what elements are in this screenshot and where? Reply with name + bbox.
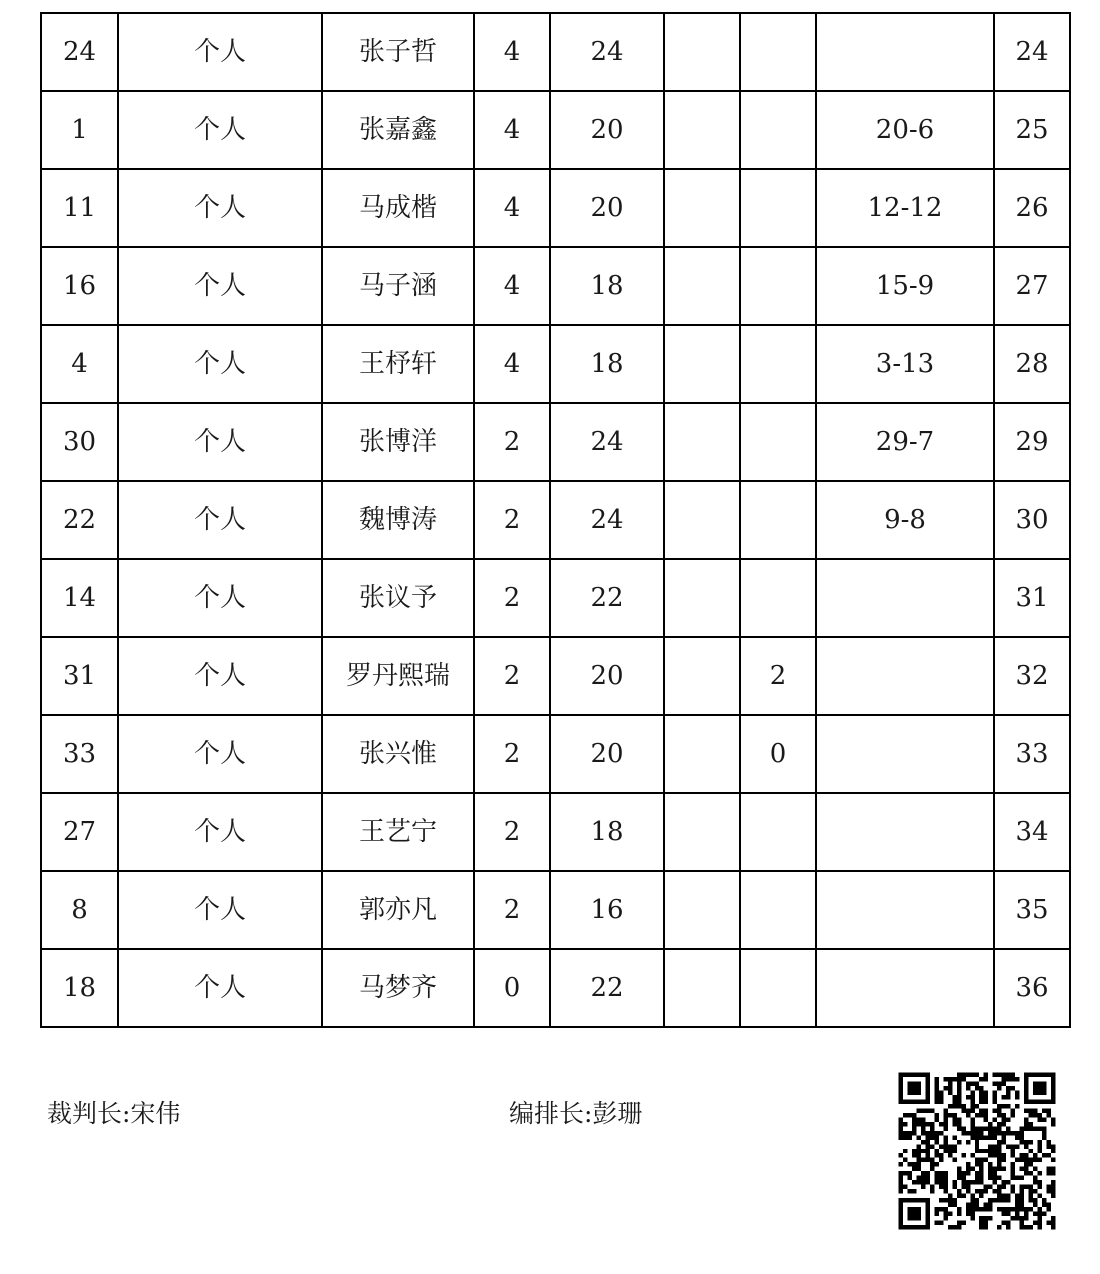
player-no-cell: 11 xyxy=(41,169,118,247)
score-cell: 4 xyxy=(474,169,550,247)
tiebreak-cell: 15-9 xyxy=(816,247,994,325)
tiebreak-cell xyxy=(816,559,994,637)
name-cell: 马梦齐 xyxy=(322,949,474,1027)
extra-b-cell xyxy=(740,169,816,247)
extra-b-cell xyxy=(740,91,816,169)
player-no-cell: 4 xyxy=(41,325,118,403)
score-cell: 4 xyxy=(474,13,550,91)
tiebreak-cell xyxy=(816,637,994,715)
name-cell: 王杼轩 xyxy=(322,325,474,403)
table-row xyxy=(41,949,1070,1027)
name-cell: 张议予 xyxy=(322,559,474,637)
score-cell: 2 xyxy=(474,715,550,793)
rank-cell: 27 xyxy=(994,247,1070,325)
opp-score-cell: 22 xyxy=(550,949,664,1027)
table-row xyxy=(41,247,1070,325)
table-row xyxy=(41,169,1070,247)
score-cell: 2 xyxy=(474,871,550,949)
opp-score-cell: 24 xyxy=(550,13,664,91)
opp-score-cell: 20 xyxy=(550,715,664,793)
opp-score-cell: 20 xyxy=(550,91,664,169)
extra-a-cell xyxy=(664,13,740,91)
opp-score-cell: 24 xyxy=(550,481,664,559)
type-cell: 个人 xyxy=(118,325,322,403)
table-body xyxy=(41,13,1070,1027)
extra-b-cell xyxy=(740,325,816,403)
player-no-cell: 8 xyxy=(41,871,118,949)
extra-a-cell xyxy=(664,715,740,793)
opp-score-cell: 18 xyxy=(550,325,664,403)
tiebreak-cell: 3-13 xyxy=(816,325,994,403)
name-cell: 魏博涛 xyxy=(322,481,474,559)
extra-a-cell xyxy=(664,637,740,715)
rank-cell: 33 xyxy=(994,715,1070,793)
opp-score-cell: 18 xyxy=(550,793,664,871)
table-row xyxy=(41,481,1070,559)
extra-a-cell xyxy=(664,325,740,403)
score-cell: 2 xyxy=(474,559,550,637)
score-cell: 4 xyxy=(474,325,550,403)
tiebreak-cell: 20-6 xyxy=(816,91,994,169)
type-cell: 个人 xyxy=(118,247,322,325)
player-no-cell: 31 xyxy=(41,637,118,715)
opp-score-cell: 24 xyxy=(550,403,664,481)
table-row xyxy=(41,403,1070,481)
type-cell: 个人 xyxy=(118,871,322,949)
score-cell: 2 xyxy=(474,481,550,559)
rank-cell: 31 xyxy=(994,559,1070,637)
tiebreak-cell xyxy=(816,793,994,871)
name-cell: 罗丹熙瑞 xyxy=(322,637,474,715)
rank-cell: 35 xyxy=(994,871,1070,949)
score-cell: 0 xyxy=(474,949,550,1027)
score-cell: 2 xyxy=(474,637,550,715)
tiebreak-cell: 9-8 xyxy=(816,481,994,559)
tiebreak-cell xyxy=(816,871,994,949)
type-cell: 个人 xyxy=(118,403,322,481)
player-no-cell: 14 xyxy=(41,559,118,637)
score-cell: 4 xyxy=(474,247,550,325)
table-row xyxy=(41,793,1070,871)
tiebreak-cell xyxy=(816,715,994,793)
extra-b-cell xyxy=(740,403,816,481)
extra-b-cell xyxy=(740,481,816,559)
name-cell: 马子涵 xyxy=(322,247,474,325)
name-cell: 张博洋 xyxy=(322,403,474,481)
tiebreak-cell xyxy=(816,13,994,91)
score-cell: 2 xyxy=(474,403,550,481)
chief-referee-label: 裁判长:宋伟 xyxy=(47,1099,181,1128)
rank-cell: 28 xyxy=(994,325,1070,403)
opp-score-cell: 18 xyxy=(550,247,664,325)
rank-cell: 36 xyxy=(994,949,1070,1027)
table-row xyxy=(41,715,1070,793)
rank-cell: 25 xyxy=(994,91,1070,169)
extra-a-cell xyxy=(664,793,740,871)
extra-b-cell xyxy=(740,793,816,871)
rank-cell: 24 xyxy=(994,13,1070,91)
extra-a-cell xyxy=(664,481,740,559)
rank-cell: 26 xyxy=(994,169,1070,247)
opp-score-cell: 20 xyxy=(550,169,664,247)
opp-score-cell: 16 xyxy=(550,871,664,949)
player-no-cell: 33 xyxy=(41,715,118,793)
type-cell: 个人 xyxy=(118,715,322,793)
type-cell: 个人 xyxy=(118,169,322,247)
extra-b-cell: 0 xyxy=(740,715,816,793)
type-cell: 个人 xyxy=(118,13,322,91)
qr-code-icon xyxy=(894,1068,1060,1234)
table-row xyxy=(41,325,1070,403)
results-table xyxy=(40,12,1071,1028)
player-no-cell: 30 xyxy=(41,403,118,481)
extra-b-cell xyxy=(740,247,816,325)
table-row xyxy=(41,637,1070,715)
type-cell: 个人 xyxy=(118,481,322,559)
rank-cell: 34 xyxy=(994,793,1070,871)
tiebreak-cell xyxy=(816,949,994,1027)
table-row xyxy=(41,13,1070,91)
name-cell: 张嘉鑫 xyxy=(322,91,474,169)
type-cell: 个人 xyxy=(118,91,322,169)
opp-score-cell: 22 xyxy=(550,559,664,637)
extra-b-cell xyxy=(740,13,816,91)
type-cell: 个人 xyxy=(118,949,322,1027)
opp-score-cell: 20 xyxy=(550,637,664,715)
extra-b-cell xyxy=(740,871,816,949)
extra-a-cell xyxy=(664,247,740,325)
name-cell: 张兴惟 xyxy=(322,715,474,793)
rank-cell: 30 xyxy=(994,481,1070,559)
table-row xyxy=(41,559,1070,637)
extra-a-cell xyxy=(664,559,740,637)
name-cell: 郭亦凡 xyxy=(322,871,474,949)
type-cell: 个人 xyxy=(118,559,322,637)
table-row xyxy=(41,91,1070,169)
extra-a-cell xyxy=(664,403,740,481)
player-no-cell: 27 xyxy=(41,793,118,871)
scheduler-label: 编排长:彭珊 xyxy=(509,1099,643,1128)
player-no-cell: 24 xyxy=(41,13,118,91)
player-no-cell: 16 xyxy=(41,247,118,325)
extra-b-cell: 2 xyxy=(740,637,816,715)
extra-a-cell xyxy=(664,949,740,1027)
player-no-cell: 1 xyxy=(41,91,118,169)
extra-b-cell xyxy=(740,559,816,637)
extra-b-cell xyxy=(740,949,816,1027)
extra-a-cell xyxy=(664,169,740,247)
player-no-cell: 22 xyxy=(41,481,118,559)
type-cell: 个人 xyxy=(118,793,322,871)
name-cell: 张子哲 xyxy=(322,13,474,91)
table-row xyxy=(41,871,1070,949)
type-cell: 个人 xyxy=(118,637,322,715)
rank-cell: 29 xyxy=(994,403,1070,481)
score-cell: 2 xyxy=(474,793,550,871)
name-cell: 马成楷 xyxy=(322,169,474,247)
score-cell: 4 xyxy=(474,91,550,169)
extra-a-cell xyxy=(664,871,740,949)
rank-cell: 32 xyxy=(994,637,1070,715)
tiebreak-cell: 29-7 xyxy=(816,403,994,481)
name-cell: 王艺宁 xyxy=(322,793,474,871)
player-no-cell: 18 xyxy=(41,949,118,1027)
tiebreak-cell: 12-12 xyxy=(816,169,994,247)
extra-a-cell xyxy=(664,91,740,169)
